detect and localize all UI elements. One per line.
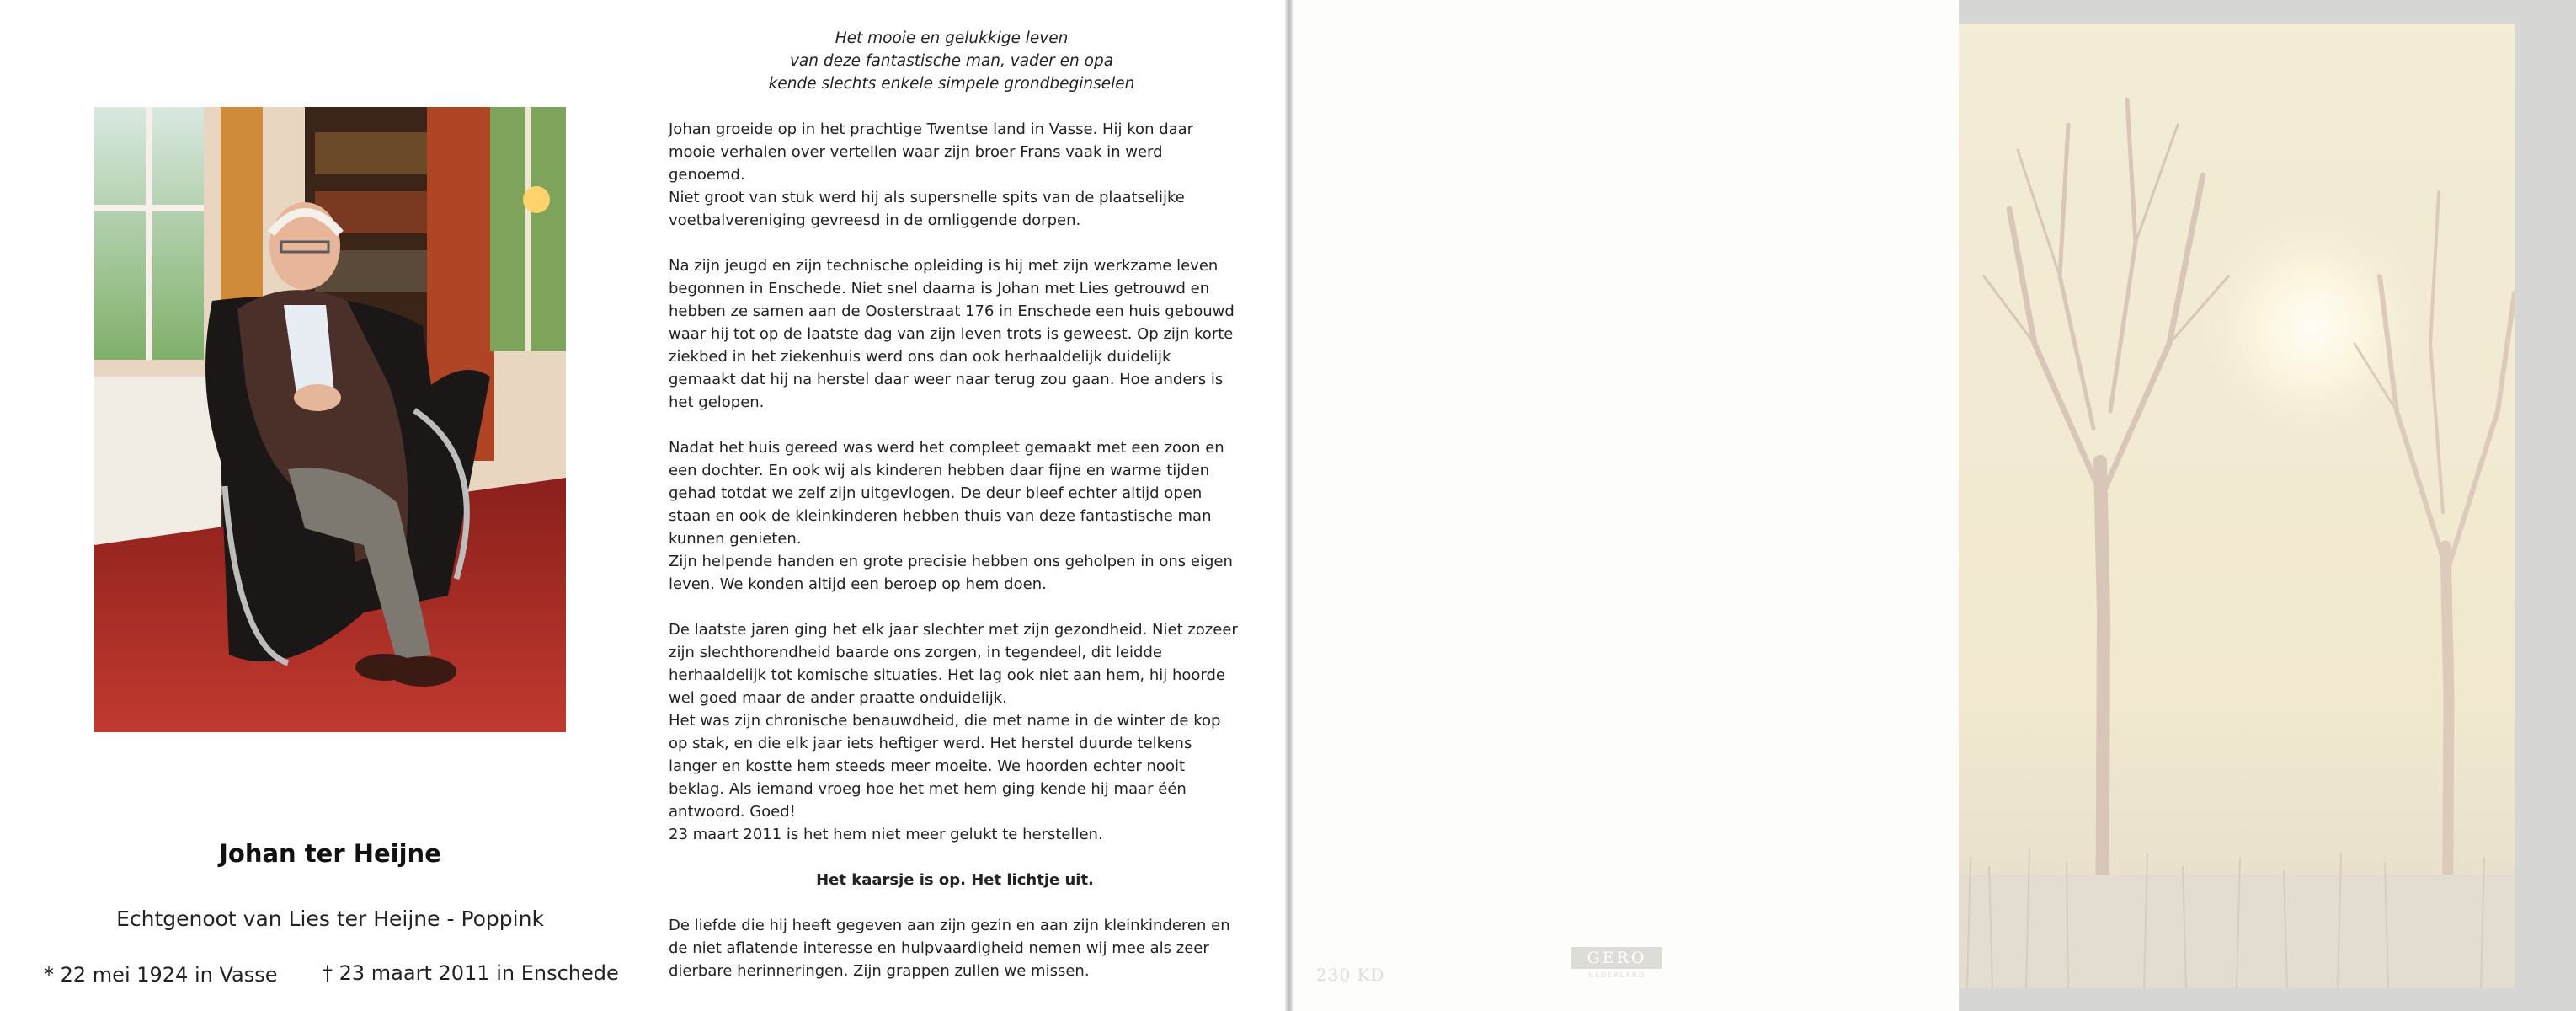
brand-subtitle: NEDERLAND <box>1587 971 1646 979</box>
card-fold <box>1285 0 1293 1011</box>
motto-line: kende slechts enkele simpele grondbeginselen <box>768 75 1135 93</box>
text-line: genoemd. <box>669 166 745 184</box>
text-line: ziekbed in het ziekenhuis werd ons dan ook herhaaldelijk duidelijk <box>669 348 1171 366</box>
text-line: Nadat het huis gereed was werd het compleet gemaakt met een zoon en <box>669 439 1224 457</box>
text-line: gemaakt dat hij na herstel daar weer naar terug zou gaan. Hoe anders is <box>669 371 1224 388</box>
text-line: kunnen genieten. <box>669 530 802 548</box>
text-line: Het kaarsje is op. Het lichtje uit. <box>816 871 1094 889</box>
motto <box>665 27 1238 95</box>
text-line: voetbalvereniging gevreesd in de omliggende dorpen. <box>669 211 1081 229</box>
motto-line: van deze fantastische man, vader en opa <box>789 52 1114 70</box>
paragraph <box>669 618 1241 846</box>
text-line: Johan groeide op in het prachtige Twentse land in Vasse. Hij kon daar <box>669 120 1194 138</box>
text-line: Niet groot van stuk werd hij als supersnelle spits van de plaatselijke <box>669 189 1185 206</box>
card-back-page <box>1293 0 1959 1011</box>
text-line: antwoord. Goed! <box>669 803 796 821</box>
spouse-line: Echtgenoot van Lies ter Heijne - Poppink <box>116 907 544 931</box>
text-line: Zijn helpende handen en grote precisie hebben ons geholpen in ons eigen <box>669 553 1233 570</box>
death-date: † 23 maart 2011 in Enschede <box>323 961 619 985</box>
text-line: gehad totdat we zelf zijn uitgevlogen. De deur bleef echter altijd open <box>669 484 1203 502</box>
paragraph <box>669 118 1241 232</box>
paragraph <box>669 914 1241 982</box>
text-line: wel goed maar de ander praatte onduidelijk. <box>669 689 1007 707</box>
text-line: dierbare herinneringen. Zijn grappen zullen we missen. <box>669 962 1090 980</box>
text-line: op stak, en die elk jaar iets heftiger werd. Het herstel duurde telkens <box>669 735 1192 752</box>
text-line: leven. We konden altijd een beroep op hem doen. <box>669 575 1047 593</box>
text-line: zijn slechthorendheid baarde ons zorgen, in tegendeel, dit leidde <box>669 644 1162 661</box>
text-line: een dochter. En ook wij als kinderen hebben daar fijne en warme tijden <box>669 462 1210 479</box>
text-line: begonnen in Enschede. Niet snel daarna is Johan met Lies getrouwd en <box>669 280 1210 297</box>
text-line: waar hij tot op de laatste dag van zijn leven trots is geweest. Op zijn korte <box>669 325 1234 343</box>
memorial-text <box>669 118 1241 1005</box>
brand-logo: GERO <box>1571 947 1662 969</box>
motto-line: Het mooie en gelukkige leven <box>835 29 1069 47</box>
cover-scenery <box>1959 24 2515 988</box>
text-line: staan en ook de kleinkinderen hebben thuis van deze fantastische man <box>669 507 1212 525</box>
text-line: Na zijn jeugd en zijn technische opleiding is hij met zijn werkzame leven <box>669 257 1219 275</box>
text-line: beklag. Als iemand vroeg hoe het met hem ging kende hij maar één <box>669 780 1187 798</box>
text-line: De liefde die hij heeft gegeven aan zijn gezin en aan zijn kleinkinderen en <box>669 917 1230 934</box>
card-code: 230 KD <box>1316 965 1385 985</box>
deceased-name: Johan ter Heijne <box>219 839 441 868</box>
text-line: hebben ze samen aan de Oosterstraat 176 in Enschede een huis gebouwd <box>669 302 1235 320</box>
closing-line <box>669 869 1241 891</box>
paragraph <box>669 254 1241 414</box>
text-line: herhaaldelijk tot komische situaties. Het lag ook niet aan hem, hij hoorde <box>669 666 1225 684</box>
text-line: De laatste jaren ging het elk jaar slechter met zijn gezondheid. Niet zozeer <box>669 621 1238 639</box>
portrait-photo <box>94 107 566 732</box>
text-line: langer en kostte hem steeds meer moeite. We hoorden echter nooit <box>669 757 1186 775</box>
birth-date: * 22 mei 1924 in Vasse <box>44 963 278 987</box>
text-line: 23 maart 2011 is het hem niet meer gelukt te herstellen. <box>669 826 1103 843</box>
paragraph <box>669 436 1241 596</box>
text-line: mooie verhalen over vertellen waar zijn broer Frans vaak in werd <box>669 143 1163 161</box>
text-line: het gelopen. <box>669 393 765 411</box>
text-line: de niet aflatende interesse en hulpvaardigheid nemen wij mee als zeer <box>669 939 1209 957</box>
text-line: Het was zijn chronische benauwdheid, die met name in de winter de kop <box>669 712 1221 730</box>
